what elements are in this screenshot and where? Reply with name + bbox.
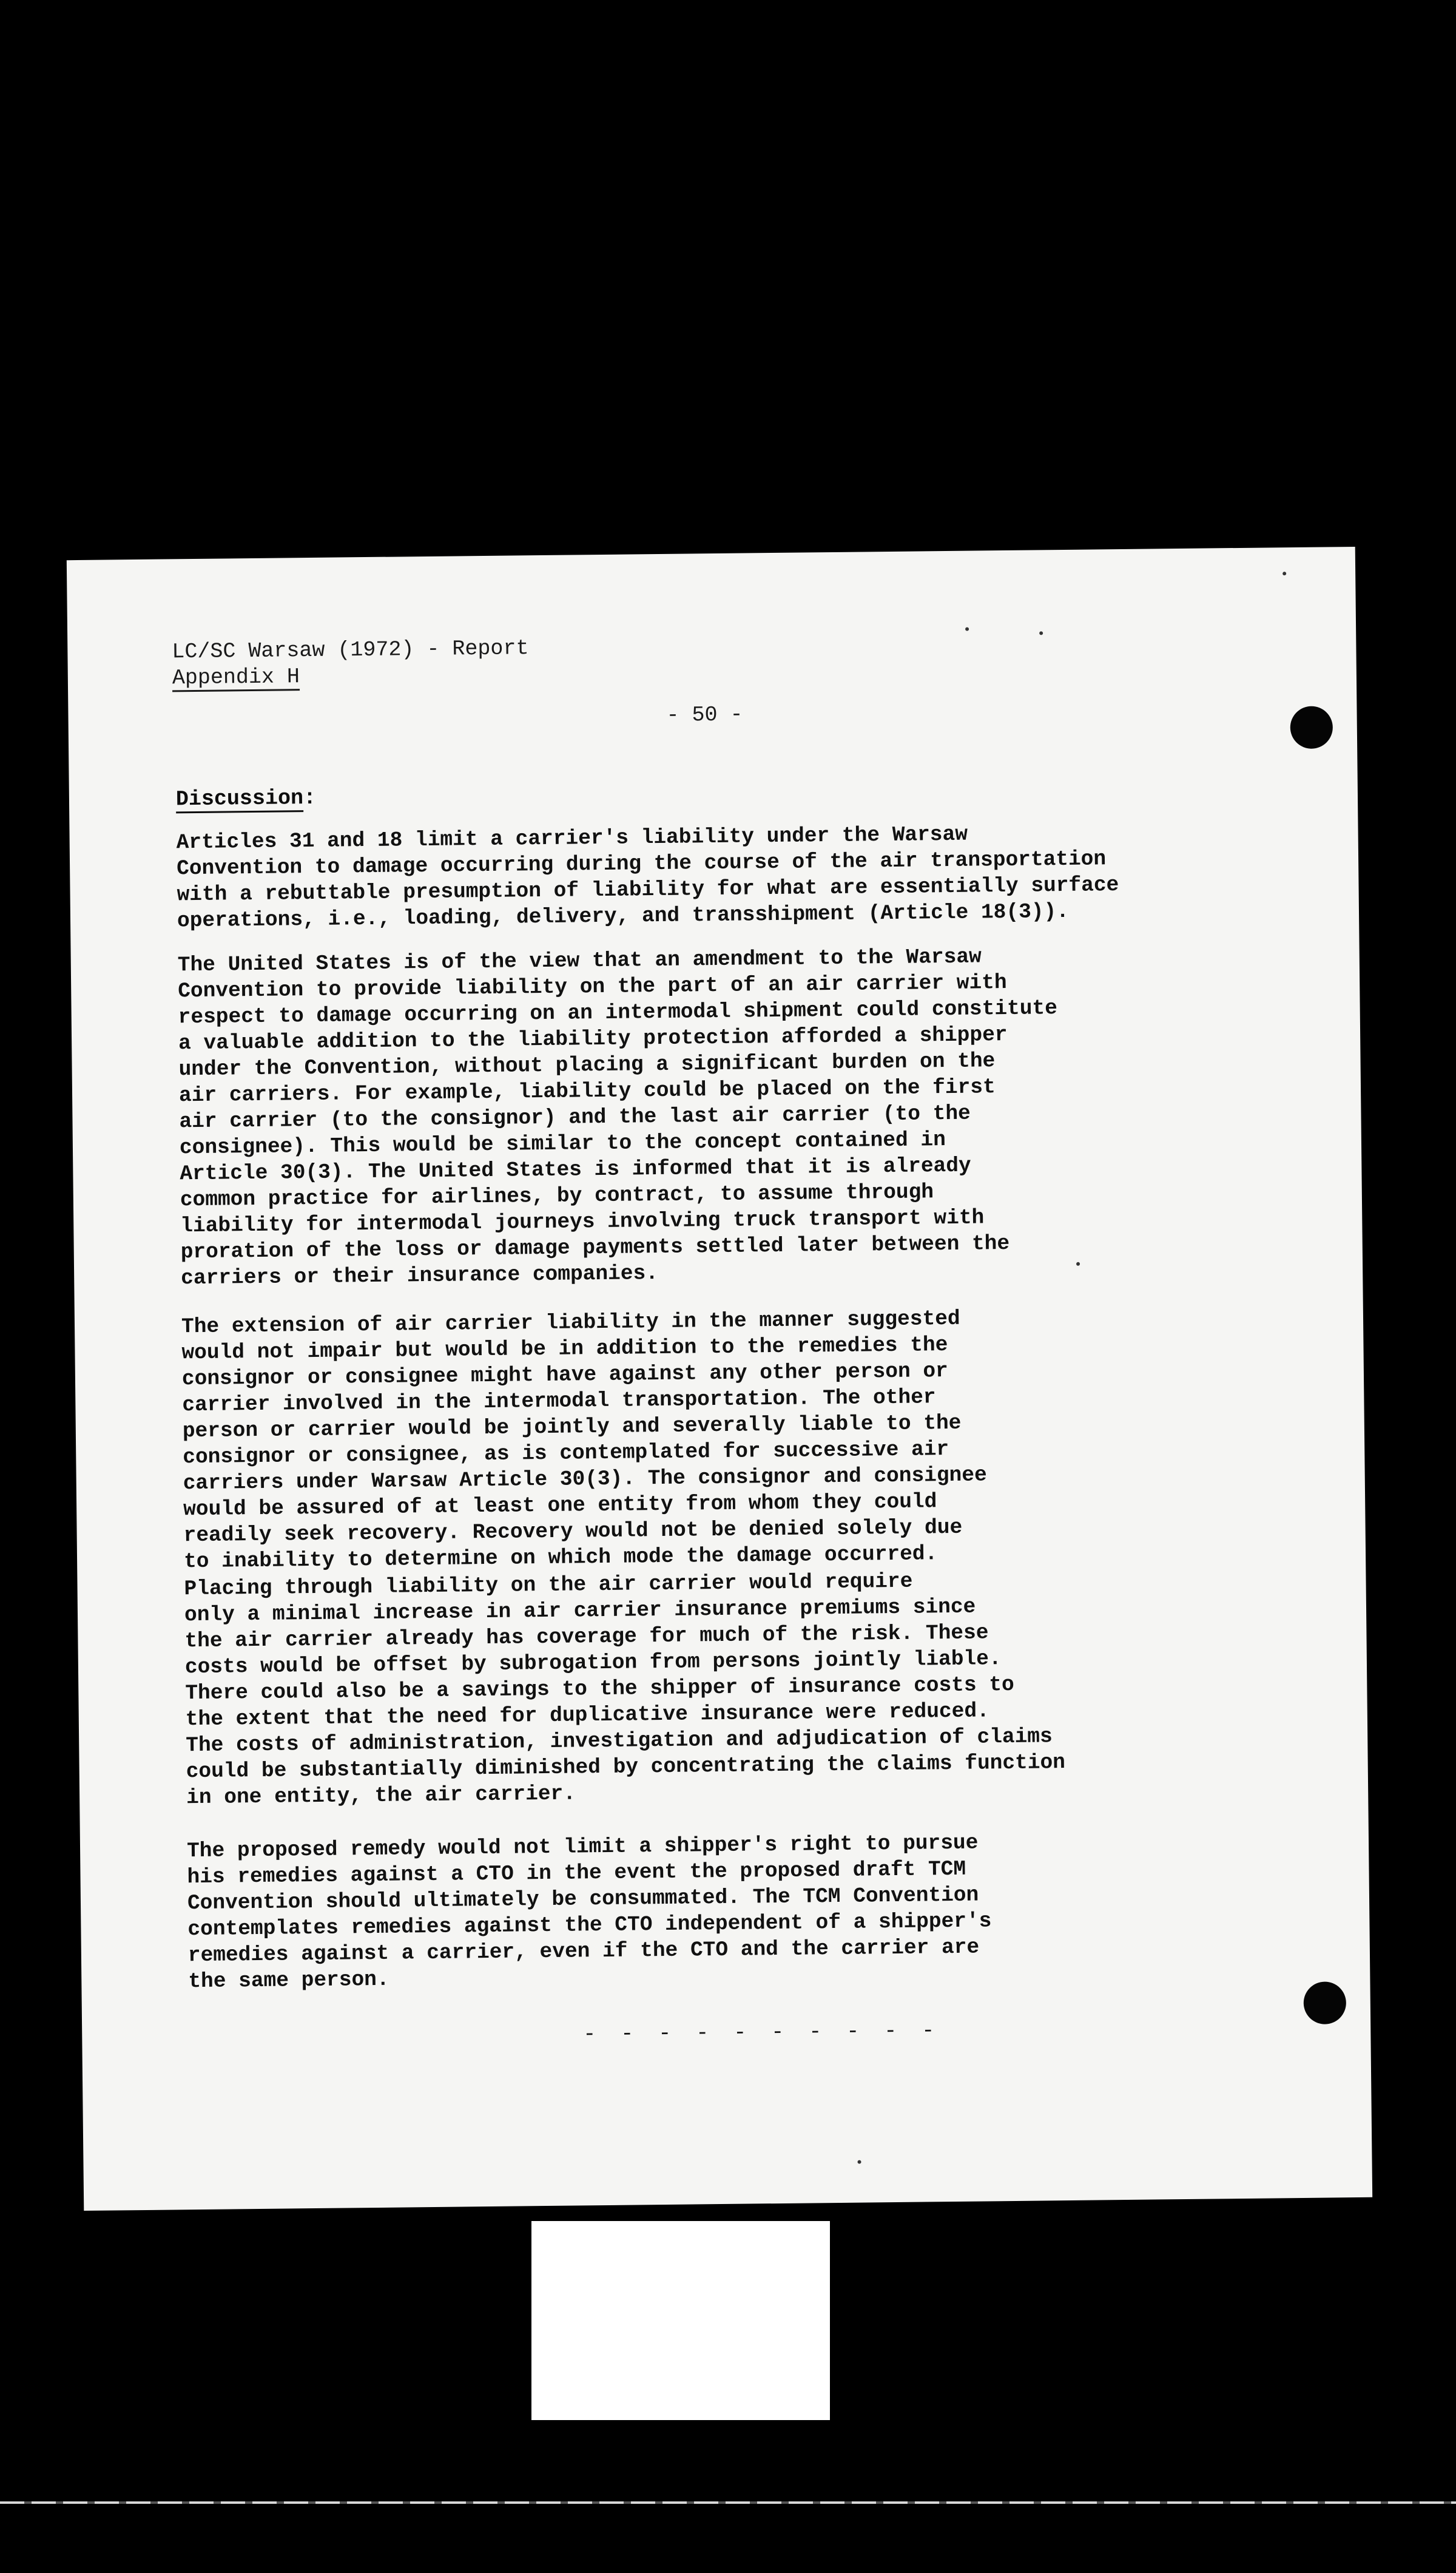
scan-speck <box>1076 1262 1080 1266</box>
report-header-appendix: Appendix H <box>172 664 300 692</box>
section-heading-label: Discussion <box>176 786 303 813</box>
scan-speck <box>857 2160 861 2164</box>
paragraph-through-liability: Placing through liability on the air carrier would require only a minimal increase in air carrier insurance premiums since the air carrier already has coverage for much of the risk. These costs would be offset by subrogation from persons jointly liable. There could also be a savings to the shipper of insurance costs to the extent that the need for duplicative insurance were reduced. The costs of administration, investigation and adjudication of claims could be substantially diminished by concentrating the claims function in one entity, the air carrier. <box>184 1569 1066 1810</box>
punch-hole-bottom <box>1303 1981 1346 2024</box>
punch-hole-top <box>1290 706 1333 749</box>
section-heading <box>176 786 316 811</box>
end-of-section-marker: - - - - - - - - - - <box>583 2018 941 2047</box>
scan-speck <box>1282 572 1286 575</box>
document-page <box>67 547 1372 2211</box>
scan-edge-rule <box>0 2501 1456 2504</box>
paragraph-us-view: The United States is of the view that an amendment to the Warsaw Convention to provide liability on the part of an air carrier with respect to damage occurring on an intermodal shipment could constitute a valuable addition to the liability protection afforded a shipper under the Convention, without placing a significant burden on the air carriers. For example, liability could be placed on the first air carrier (to the consignor) and the last air carrier (to the consignee). This would be similar to the concept contained in Article 30(3). The United States is informed that it is already common practice for airlines, by contract, to assume through liability for intermodal journeys involving truck transport with proration of the loss or damage payments settled later between the carriers or their insurance companies. <box>177 945 1058 1291</box>
calibration-card <box>531 2221 830 2420</box>
section-heading-colon: : <box>303 785 317 811</box>
paragraph-proposed-remedy: The proposed remedy would not limit a shipper's right to pursue his remedies against a CTO in the event the proposed draft TCM Convention should ultimately be consummated. The TCM Convention contemplates remedies against the CTO independent of a shipper's remedies against a carrier, even if the CTO and the carrier are the same person. <box>186 1831 992 1994</box>
report-header-title: LC/SC Warsaw (1972) - Report <box>172 636 529 664</box>
scan-speck <box>965 627 969 631</box>
page-number: - 50 - <box>666 702 743 728</box>
paragraph-extension-liability: The extension of air carrier liability in the manner suggested would not impair but would be in addition to the remedies the consignor or consignee might have against any other person or carrier involved in the intermodal transportation. The other person or carrier would be jointly and severally liable to the consignor or consignee, as is contemplated for successive air carriers under Warsaw Article 30(3). The consignor and consignee would be assured of at least one entity from whom they could readily seek recovery. Recovery would not be denied solely due to inability to determine on which mode the damage occurred. <box>181 1307 987 1574</box>
paragraph-articles-31-18: Articles 31 and 18 limit a carrier's liability under the Warsaw Convention to damage occurring during the course of the air transportation with a rebuttable presumption of liability for what are essentially surface operations, i.e., loading, delivery, and transshipment (Article 18(3)). <box>176 822 1119 933</box>
scan-speck <box>1039 631 1043 635</box>
